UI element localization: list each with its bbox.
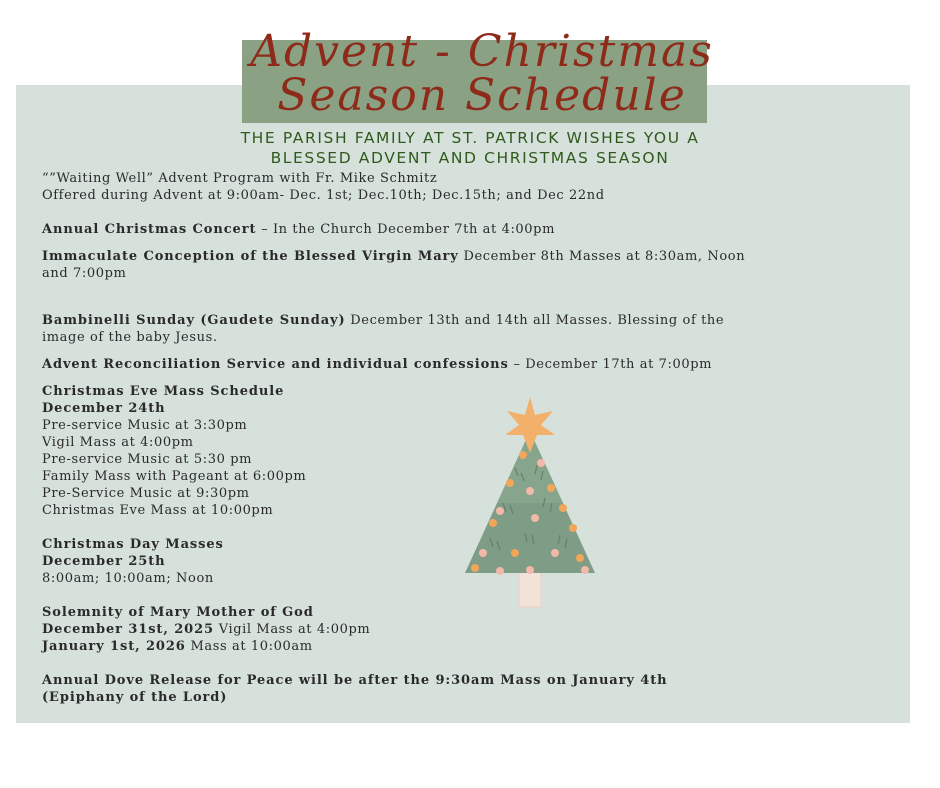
immaculate-label: Immaculate Conception of the Blessed Virgin Mary [42, 249, 459, 264]
reconciliation-label: Advent Reconciliation Service and individual confessions [42, 357, 509, 372]
page-title [222, 26, 742, 121]
schedule-body [42, 170, 762, 706]
solemnity-mass: January 1st, 2026 Mass at 10:00am [42, 639, 313, 654]
bambinelli-text: December 13th and 14th all Masses. Blessing of the image of the baby Jesus. [42, 313, 725, 345]
christmas-eve-item: Pre-service Music at 5:30 pm [42, 452, 253, 467]
christmas-eve-item: Pre-service Music at 3:30pm [42, 418, 248, 433]
christmas-eve-item: Family Mass with Pageant at 6:00pm [42, 469, 307, 484]
subtitle-line-2: BLESSED ADVENT AND CHRISTMAS SEASON [270, 149, 670, 167]
christmas-eve-item: Pre-Service Music at 9:30pm [42, 486, 250, 501]
dove-release-line-1: Annual Dove Release for Peace will be after the 9:30am Mass on January 4th [42, 673, 668, 688]
star-icon [505, 397, 555, 453]
subtitle [170, 128, 770, 168]
dove-release-line-2: (Epiphany of the Lord) [42, 690, 228, 705]
reconciliation-text: – December 17th at 7:00pm [508, 357, 713, 372]
subtitle-line-1: THE PARISH FAMILY AT ST. PATRICK WISHES YOU A [240, 129, 700, 147]
program-line-2: Offered during Advent at 9:00am- Dec. 1st; Dec.10th; Dec.15th; and Dec 22nd [42, 188, 605, 203]
reconciliation-entry [42, 356, 762, 373]
bambinelli-entry [42, 312, 762, 346]
program-line-1: “”Waiting Well” Advent Program with Fr. Mike Schmitz [42, 171, 438, 186]
solemnity-vigil: December 31st, 2025 Vigil Mass at 4:00pm [42, 622, 371, 637]
christmas-eve-item: Christmas Eve Mass at 10:00pm [42, 503, 274, 518]
concert-entry [42, 221, 762, 238]
concert-text: – In the Church December 7th at 4:00pm [256, 222, 556, 237]
christmas-day-times: 8:00am; 10:00am; Noon [42, 571, 214, 586]
christmas-day-heading: Christmas Day Masses [42, 537, 224, 552]
solemnity-heading: Solemnity of Mary Mother of God [42, 605, 314, 620]
christmas-eve-heading: Christmas Eve Mass Schedule [42, 384, 285, 399]
christmas-eve-date: December 24th [42, 401, 166, 416]
christmas-eve-item: Vigil Mass at 4:00pm [42, 435, 194, 450]
christmas-day-date: December 25th [42, 554, 166, 569]
immaculate-text: December 8th Masses at 8:30am, Noon and 7:00pm [42, 249, 746, 281]
title-line-1: Advent - Christmas [250, 26, 714, 77]
bambinelli-label: Bambinelli Sunday (Gaudete Sunday) [42, 313, 346, 328]
immaculate-entry [42, 248, 762, 282]
christmas-tree-icon [455, 393, 605, 613]
concert-label: Annual Christmas Concert [42, 222, 257, 237]
title-line-2: Season Schedule [277, 70, 687, 121]
